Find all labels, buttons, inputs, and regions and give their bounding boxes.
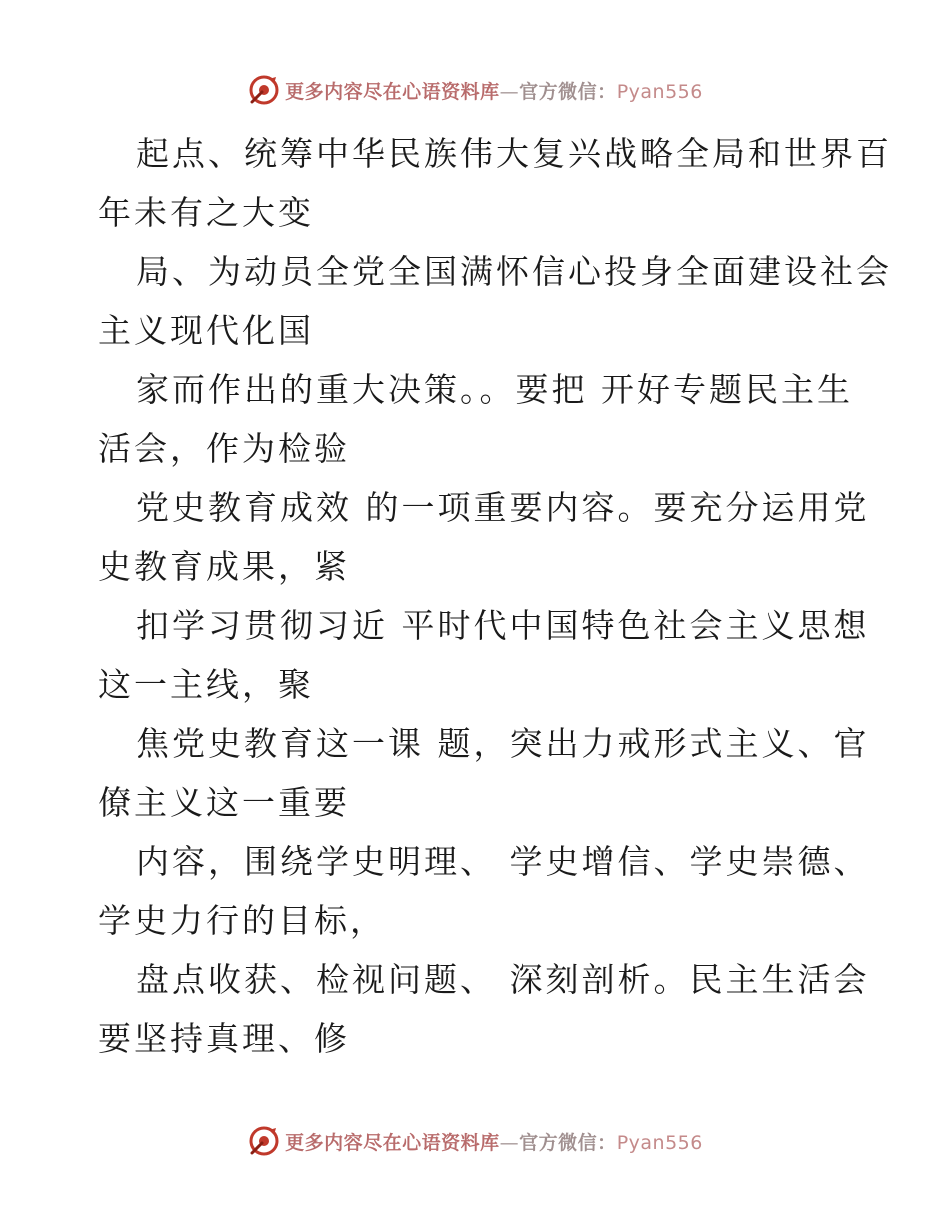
header-banner-separator: — xyxy=(499,80,520,103)
document-body xyxy=(98,124,892,1068)
header-banner-wechat-label: 官方微信： xyxy=(519,80,617,103)
footer-banner-separator: — xyxy=(499,1131,520,1154)
header-banner xyxy=(0,70,950,110)
body-line: 党史教育成效 的一项重要内容。要充分运用党 xyxy=(136,488,870,527)
body-line: 盘点收获、检视问题、 深刻剖析。民主生活会 xyxy=(136,960,870,999)
body-line: 僚主义这一重要 xyxy=(98,783,350,822)
logo-icon xyxy=(247,73,281,107)
body-line: 年未有之大变 xyxy=(98,193,314,232)
header-banner-main: 更多内容尽在心语资料库 xyxy=(285,80,500,103)
body-line: 局、为动员全党全国满怀信心投身全面建设社会 xyxy=(136,252,892,291)
footer-banner-text xyxy=(285,1128,703,1155)
footer-banner xyxy=(0,1121,950,1161)
body-line: 活会，作为检验 xyxy=(98,429,350,468)
header-banner-wechat-id: Pyan556 xyxy=(616,80,703,103)
footer-banner-wechat-label: 官方微信： xyxy=(519,1131,617,1154)
footer-banner-main: 更多内容尽在心语资料库 xyxy=(285,1131,500,1154)
body-line: 这一主线，聚 xyxy=(98,665,314,704)
header-banner-text xyxy=(285,77,703,104)
body-line: 主义现代化国 xyxy=(98,311,314,350)
logo-icon xyxy=(247,1124,281,1158)
footer-banner-wechat-id: Pyan556 xyxy=(616,1131,703,1154)
body-line: 扣学习贯彻习近 平时代中国特色社会主义思想 xyxy=(136,606,870,645)
body-line: 焦党史教育这一课 题，突出力戒形式主义、官 xyxy=(136,724,870,763)
body-line: 家而作出的重大决策。。要把 开好专题民主生 xyxy=(136,370,853,409)
body-line: 学史力行的目标， xyxy=(98,901,386,940)
body-line: 要坚持真理、修 xyxy=(98,1019,350,1058)
body-line: 起点、统筹中华民族伟大复兴战略全局和世界百 xyxy=(136,134,892,173)
body-line: 内容，围绕学史明理、 学史增信、学史崇德、 xyxy=(136,842,870,881)
body-line: 史教育成果，紧 xyxy=(98,547,350,586)
